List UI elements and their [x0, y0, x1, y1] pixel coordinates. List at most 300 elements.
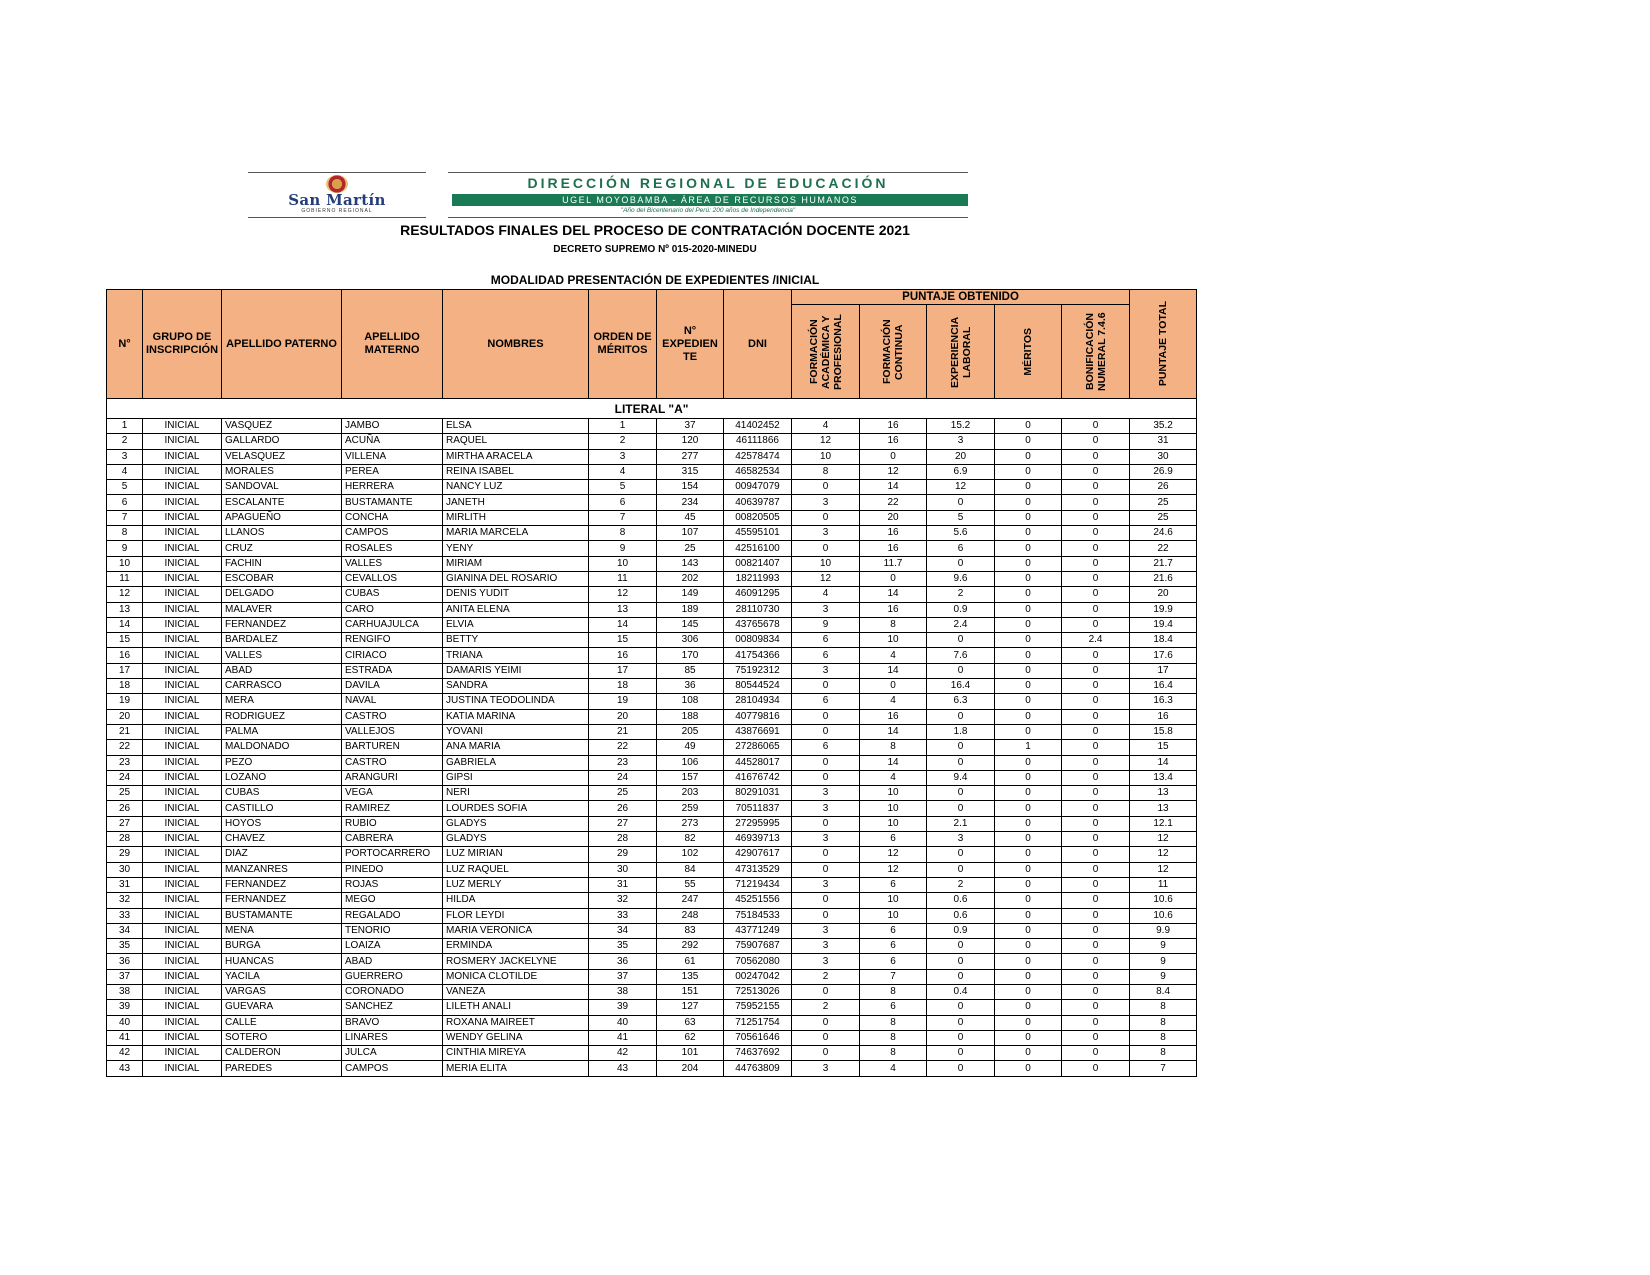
cell-nombres: SANDRA: [443, 679, 589, 694]
cell-nombres: ELVIA: [443, 617, 589, 632]
cell-bonificacion: 0: [1062, 526, 1130, 541]
cell-formacion-academica: 0: [792, 679, 860, 694]
cell-formacion-academica: 9: [792, 617, 860, 632]
cell-orden: 26: [589, 801, 657, 816]
cell-formacion-academica: 12: [792, 434, 860, 449]
cell-apellido-paterno: FACHIN: [222, 556, 342, 571]
cell-expediente: 63: [657, 1015, 724, 1030]
cell-apellido-paterno: RODRIGUEZ: [222, 709, 342, 724]
cell-meritos: 0: [995, 1000, 1062, 1015]
cell-orden: 12: [589, 587, 657, 602]
cell-expediente: 277: [657, 449, 724, 464]
cell-formacion-continua: 0: [860, 449, 927, 464]
table-row: [107, 770, 1197, 785]
cell-formacion-academica: 3: [792, 1061, 860, 1076]
cell-total: 15: [1130, 740, 1197, 755]
cell-formacion-academica: 2: [792, 1000, 860, 1015]
cell-dni: 28104934: [724, 694, 792, 709]
cell-meritos: 0: [995, 694, 1062, 709]
cell-num: 21: [107, 724, 143, 739]
cell-formacion-academica: 3: [792, 877, 860, 892]
cell-num: 18: [107, 679, 143, 694]
table-row: [107, 755, 1197, 770]
cell-total: 25: [1130, 510, 1197, 525]
cell-formacion-academica: 0: [792, 984, 860, 999]
cell-dni: 71251754: [724, 1015, 792, 1030]
cell-bonificacion: 0: [1062, 679, 1130, 694]
cell-total: 24.6: [1130, 526, 1197, 541]
cell-orden: 31: [589, 877, 657, 892]
cell-formacion-continua: 12: [860, 847, 927, 862]
cell-total: 13: [1130, 786, 1197, 801]
cell-formacion-academica: 0: [792, 541, 860, 556]
cell-dni: 00947079: [724, 480, 792, 495]
cell-nombres: JANETH: [443, 495, 589, 510]
cell-experiencia: 2.1: [927, 816, 995, 831]
cell-total: 9: [1130, 939, 1197, 954]
cell-meritos: 0: [995, 832, 1062, 847]
cell-meritos: 0: [995, 847, 1062, 862]
cell-experiencia: 0: [927, 939, 995, 954]
cell-formacion-continua: 16: [860, 602, 927, 617]
table-row: [107, 801, 1197, 816]
cell-bonificacion: 0: [1062, 495, 1130, 510]
cell-expediente: 203: [657, 786, 724, 801]
cell-formacion-continua: 10: [860, 816, 927, 831]
cell-apellido-paterno: FERNANDEZ: [222, 617, 342, 632]
cell-bonificacion: 0: [1062, 832, 1130, 847]
cell-expediente: 135: [657, 969, 724, 984]
cell-expediente: 25: [657, 541, 724, 556]
cell-orden: 19: [589, 694, 657, 709]
cell-expediente: 108: [657, 694, 724, 709]
cell-formacion-academica: 8: [792, 464, 860, 479]
cell-orden: 11: [589, 571, 657, 586]
cell-orden: 28: [589, 832, 657, 847]
cell-expediente: 82: [657, 832, 724, 847]
cell-bonificacion: 0: [1062, 434, 1130, 449]
cell-meritos: 0: [995, 571, 1062, 586]
cell-apellido-paterno: YACILA: [222, 969, 342, 984]
table-row: [107, 449, 1197, 464]
cell-bonificacion: 0: [1062, 954, 1130, 969]
cell-grupo: INICIAL: [143, 709, 222, 724]
col-bonificacion: [1062, 305, 1130, 399]
cell-apellido-paterno: MALDONADO: [222, 740, 342, 755]
col-apellido-paterno: APELLIDO PATERNO: [222, 290, 342, 399]
cell-apellido-materno: CIRIACO: [342, 648, 443, 663]
cell-nombres: MERIA ELITA: [443, 1061, 589, 1076]
cell-num: 9: [107, 541, 143, 556]
cell-orden: 17: [589, 663, 657, 678]
cell-nombres: HILDA: [443, 893, 589, 908]
cell-experiencia: 3: [927, 832, 995, 847]
cell-expediente: 101: [657, 1046, 724, 1061]
cell-experiencia: 9.6: [927, 571, 995, 586]
cell-nombres: LUZ RAQUEL: [443, 862, 589, 877]
cell-meritos: 0: [995, 617, 1062, 632]
cell-formacion-continua: 7: [860, 969, 927, 984]
table-row: [107, 893, 1197, 908]
cell-grupo: INICIAL: [143, 419, 222, 434]
cell-formacion-continua: 8: [860, 1030, 927, 1045]
cell-num: 3: [107, 449, 143, 464]
cell-grupo: INICIAL: [143, 587, 222, 602]
cell-apellido-materno: PINEDO: [342, 862, 443, 877]
col-puntaje-obtenido: PUNTAJE OBTENIDO: [792, 290, 1130, 305]
col-formacion-academica-label: FORMACIÓN ACADÉMICA Y PROFESIONAL: [807, 313, 844, 390]
cell-num: 20: [107, 709, 143, 724]
cell-experiencia: 15.2: [927, 419, 995, 434]
cell-experiencia: 0: [927, 755, 995, 770]
cell-formacion-academica: 3: [792, 954, 860, 969]
cell-grupo: INICIAL: [143, 954, 222, 969]
table-row: [107, 954, 1197, 969]
cell-apellido-materno: JAMBO: [342, 419, 443, 434]
table-row: [107, 419, 1197, 434]
cell-dni: 41676742: [724, 770, 792, 785]
cell-bonificacion: 0: [1062, 480, 1130, 495]
cell-num: 29: [107, 847, 143, 862]
cell-nombres: GIANINA DEL ROSARIO: [443, 571, 589, 586]
cell-experiencia: 0: [927, 1015, 995, 1030]
cell-apellido-materno: CARO: [342, 602, 443, 617]
cell-orden: 41: [589, 1030, 657, 1045]
cell-formacion-continua: 6: [860, 1000, 927, 1015]
cell-bonificacion: 0: [1062, 770, 1130, 785]
cell-meritos: 0: [995, 464, 1062, 479]
dre-banner: [448, 172, 968, 218]
cell-formacion-continua: 8: [860, 740, 927, 755]
cell-grupo: INICIAL: [143, 449, 222, 464]
cell-apellido-paterno: CRUZ: [222, 541, 342, 556]
cell-total: 12.1: [1130, 816, 1197, 831]
cell-apellido-materno: ABAD: [342, 954, 443, 969]
table-row: [107, 541, 1197, 556]
cell-experiencia: 0: [927, 1046, 995, 1061]
cell-apellido-paterno: VASQUEZ: [222, 419, 342, 434]
col-formacion-academica: [792, 305, 860, 399]
cell-apellido-materno: ROJAS: [342, 877, 443, 892]
cell-orden: 35: [589, 939, 657, 954]
cell-formacion-academica: 10: [792, 556, 860, 571]
cell-formacion-continua: 16: [860, 709, 927, 724]
cell-apellido-materno: ESTRADA: [342, 663, 443, 678]
cell-nombres: MARIA VERONICA: [443, 923, 589, 938]
cell-meritos: 0: [995, 939, 1062, 954]
table-row: [107, 679, 1197, 694]
cell-expediente: 306: [657, 633, 724, 648]
cell-expediente: 248: [657, 908, 724, 923]
cell-nombres: NERI: [443, 786, 589, 801]
cell-formacion-academica: 3: [792, 602, 860, 617]
cell-expediente: 61: [657, 954, 724, 969]
cell-grupo: INICIAL: [143, 801, 222, 816]
table-row: [107, 434, 1197, 449]
cell-orden: 14: [589, 617, 657, 632]
cell-total: 8: [1130, 1030, 1197, 1045]
cell-apellido-paterno: GALLARDO: [222, 434, 342, 449]
cell-dni: 71219434: [724, 877, 792, 892]
cell-num: 17: [107, 663, 143, 678]
cell-experiencia: 0: [927, 709, 995, 724]
cell-expediente: 62: [657, 1030, 724, 1045]
cell-formacion-continua: 16: [860, 419, 927, 434]
cell-orden: 42: [589, 1046, 657, 1061]
cell-total: 16.4: [1130, 679, 1197, 694]
col-formacion-continua-label: FORMACIÓN CONTINUA: [881, 319, 905, 384]
cell-bonificacion: 0: [1062, 893, 1130, 908]
cell-bonificacion: 0: [1062, 602, 1130, 617]
cell-dni: 72513026: [724, 984, 792, 999]
cell-nombres: ERMINDA: [443, 939, 589, 954]
cell-formacion-academica: 10: [792, 449, 860, 464]
cell-bonificacion: 0: [1062, 862, 1130, 877]
cell-bonificacion: 0: [1062, 740, 1130, 755]
col-experiencia-laboral-label: EXPERIENCIA LABORAL: [948, 315, 973, 388]
table-row: [107, 786, 1197, 801]
cell-num: 24: [107, 770, 143, 785]
cell-meritos: 0: [995, 862, 1062, 877]
cell-orden: 27: [589, 816, 657, 831]
cell-num: 28: [107, 832, 143, 847]
cell-dni: 74637692: [724, 1046, 792, 1061]
cell-grupo: INICIAL: [143, 663, 222, 678]
cell-apellido-materno: CONCHA: [342, 510, 443, 525]
cell-total: 8: [1130, 1046, 1197, 1061]
cell-num: 16: [107, 648, 143, 663]
cell-apellido-paterno: GUEVARA: [222, 1000, 342, 1015]
table-row: [107, 663, 1197, 678]
cell-meritos: 0: [995, 1015, 1062, 1030]
cell-dni: 00820505: [724, 510, 792, 525]
cell-meritos: 0: [995, 602, 1062, 617]
cell-formacion-continua: 4: [860, 694, 927, 709]
cell-apellido-paterno: CALDERON: [222, 1046, 342, 1061]
cell-formacion-academica: 3: [792, 939, 860, 954]
cell-apellido-paterno: HUANCAS: [222, 954, 342, 969]
table-row: [107, 495, 1197, 510]
cell-apellido-materno: NAVAL: [342, 694, 443, 709]
col-grupo: GRUPO DE INSCRIPCIÓN: [143, 290, 222, 399]
cell-nombres: GIPSI: [443, 770, 589, 785]
cell-num: 41: [107, 1030, 143, 1045]
cell-grupo: INICIAL: [143, 633, 222, 648]
cell-meritos: 0: [995, 755, 1062, 770]
cell-experiencia: 0: [927, 1000, 995, 1015]
dre-motto: "Año del Bicentenario del Perú: 200 años de Independencia": [620, 207, 796, 214]
cell-expediente: 157: [657, 770, 724, 785]
cell-meritos: 0: [995, 541, 1062, 556]
cell-experiencia: 0: [927, 969, 995, 984]
cell-experiencia: 20: [927, 449, 995, 464]
cell-grupo: INICIAL: [143, 1015, 222, 1030]
cell-total: 14: [1130, 755, 1197, 770]
cell-experiencia: 12: [927, 480, 995, 495]
cell-grupo: INICIAL: [143, 862, 222, 877]
cell-orden: 1: [589, 419, 657, 434]
cell-apellido-materno: VALLES: [342, 556, 443, 571]
table-row: [107, 862, 1197, 877]
cell-orden: 38: [589, 984, 657, 999]
cell-experiencia: 0.6: [927, 908, 995, 923]
cell-formacion-academica: 0: [792, 770, 860, 785]
cell-meritos: 0: [995, 923, 1062, 938]
cell-expediente: 120: [657, 434, 724, 449]
cell-bonificacion: 0: [1062, 663, 1130, 678]
cell-nombres: LUZ MIRIAN: [443, 847, 589, 862]
table-body: [107, 399, 1197, 1077]
cell-dni: 27295995: [724, 816, 792, 831]
cell-apellido-paterno: CARRASCO: [222, 679, 342, 694]
cell-num: 43: [107, 1061, 143, 1076]
table-row: [107, 709, 1197, 724]
cell-nombres: GLADYS: [443, 816, 589, 831]
cell-formacion-continua: 16: [860, 526, 927, 541]
cell-meritos: 0: [995, 908, 1062, 923]
cell-formacion-academica: 2: [792, 969, 860, 984]
cell-grupo: INICIAL: [143, 740, 222, 755]
cell-total: 9: [1130, 969, 1197, 984]
cell-num: 38: [107, 984, 143, 999]
cell-total: 19.4: [1130, 617, 1197, 632]
cell-experiencia: 5.6: [927, 526, 995, 541]
cell-orden: 36: [589, 954, 657, 969]
cell-formacion-academica: 3: [792, 663, 860, 678]
cell-num: 33: [107, 908, 143, 923]
cell-meritos: 0: [995, 449, 1062, 464]
cell-grupo: INICIAL: [143, 1046, 222, 1061]
cell-bonificacion: 0: [1062, 1000, 1130, 1015]
cell-total: 25: [1130, 495, 1197, 510]
cell-experiencia: 0: [927, 801, 995, 816]
cell-bonificacion: 0: [1062, 786, 1130, 801]
cell-dni: 43765678: [724, 617, 792, 632]
cell-dni: 00247042: [724, 969, 792, 984]
cell-formacion-academica: 3: [792, 526, 860, 541]
results-table: [106, 289, 1197, 1077]
cell-experiencia: 7.6: [927, 648, 995, 663]
cell-orden: 5: [589, 480, 657, 495]
cell-nombres: MIRTHA ARACELA: [443, 449, 589, 464]
cell-formacion-continua: 12: [860, 862, 927, 877]
cell-apellido-materno: GUERRERO: [342, 969, 443, 984]
cell-grupo: INICIAL: [143, 648, 222, 663]
cell-experiencia: 0: [927, 495, 995, 510]
cell-apellido-paterno: VARGAS: [222, 984, 342, 999]
cell-apellido-paterno: FERNANDEZ: [222, 893, 342, 908]
logo-subtitle: GOBIERNO REGIONAL: [301, 208, 373, 214]
cell-bonificacion: 0: [1062, 847, 1130, 862]
cell-bonificacion: 0: [1062, 464, 1130, 479]
cell-num: 36: [107, 954, 143, 969]
cell-grupo: INICIAL: [143, 495, 222, 510]
cell-bonificacion: 0: [1062, 923, 1130, 938]
cell-orden: 15: [589, 633, 657, 648]
cell-orden: 21: [589, 724, 657, 739]
cell-apellido-paterno: ESCALANTE: [222, 495, 342, 510]
cell-num: 13: [107, 602, 143, 617]
cell-apellido-paterno: LLANOS: [222, 526, 342, 541]
dre-title: DIRECCIÓN REGIONAL DE EDUCACIÓN: [527, 175, 889, 191]
cell-grupo: INICIAL: [143, 526, 222, 541]
cell-total: 7: [1130, 1061, 1197, 1076]
cell-formacion-academica: 6: [792, 648, 860, 663]
cell-meritos: 0: [995, 709, 1062, 724]
cell-apellido-materno: CEVALLOS: [342, 571, 443, 586]
cell-orden: 8: [589, 526, 657, 541]
cell-apellido-paterno: MORALES: [222, 464, 342, 479]
cell-total: 21.7: [1130, 556, 1197, 571]
cell-formacion-continua: 6: [860, 954, 927, 969]
cell-nombres: YOVANI: [443, 724, 589, 739]
cell-formacion-academica: 4: [792, 587, 860, 602]
cell-formacion-continua: 11.7: [860, 556, 927, 571]
table-row: [107, 1000, 1197, 1015]
cell-expediente: 36: [657, 679, 724, 694]
cell-bonificacion: 0: [1062, 648, 1130, 663]
cell-formacion-academica: 6: [792, 633, 860, 648]
modality-title: MODALIDAD PRESENTACIÓN DE EXPEDIENTES /INICIAL: [490, 273, 820, 287]
cell-grupo: INICIAL: [143, 724, 222, 739]
table-row: [107, 694, 1197, 709]
cell-total: 8: [1130, 1015, 1197, 1030]
cell-meritos: 0: [995, 786, 1062, 801]
cell-bonificacion: 0: [1062, 709, 1130, 724]
cell-formacion-academica: 3: [792, 495, 860, 510]
cell-experiencia: 2: [927, 587, 995, 602]
cell-orden: 33: [589, 908, 657, 923]
cell-expediente: 234: [657, 495, 724, 510]
cell-meritos: 0: [995, 510, 1062, 525]
cell-expediente: 170: [657, 648, 724, 663]
cell-formacion-continua: 4: [860, 1061, 927, 1076]
cell-bonificacion: 0: [1062, 816, 1130, 831]
cell-grupo: INICIAL: [143, 1061, 222, 1076]
cell-apellido-paterno: ABAD: [222, 663, 342, 678]
cell-expediente: 204: [657, 1061, 724, 1076]
cell-experiencia: 0: [927, 1030, 995, 1045]
cell-num: 5: [107, 480, 143, 495]
cell-orden: 32: [589, 893, 657, 908]
cell-expediente: 292: [657, 939, 724, 954]
cell-bonificacion: 0: [1062, 587, 1130, 602]
cell-orden: 40: [589, 1015, 657, 1030]
cell-experiencia: 6.3: [927, 694, 995, 709]
col-dni: DNI: [724, 290, 792, 399]
cell-nombres: GLADYS: [443, 832, 589, 847]
cell-bonificacion: 0: [1062, 510, 1130, 525]
cell-formacion-academica: 0: [792, 847, 860, 862]
cell-meritos: 1: [995, 740, 1062, 755]
cell-nombres: MIRIAM: [443, 556, 589, 571]
cell-apellido-paterno: DIAZ: [222, 847, 342, 862]
table-row: [107, 740, 1197, 755]
table-row: [107, 464, 1197, 479]
table-row: [107, 1015, 1197, 1030]
cell-num: 7: [107, 510, 143, 525]
table-row: [107, 984, 1197, 999]
cell-formacion-academica: 0: [792, 862, 860, 877]
cell-bonificacion: 2.4: [1062, 633, 1130, 648]
cell-grupo: INICIAL: [143, 464, 222, 479]
col-bonificacion-label: BONIFICACIÓN NUMERAL 7.4.6: [1083, 312, 1108, 391]
cell-dni: 75184533: [724, 908, 792, 923]
cell-apellido-materno: ACUÑA: [342, 434, 443, 449]
col-expediente: N° EXPEDIEN TE: [657, 290, 724, 399]
cell-experiencia: 0: [927, 740, 995, 755]
cell-dni: 75192312: [724, 663, 792, 678]
